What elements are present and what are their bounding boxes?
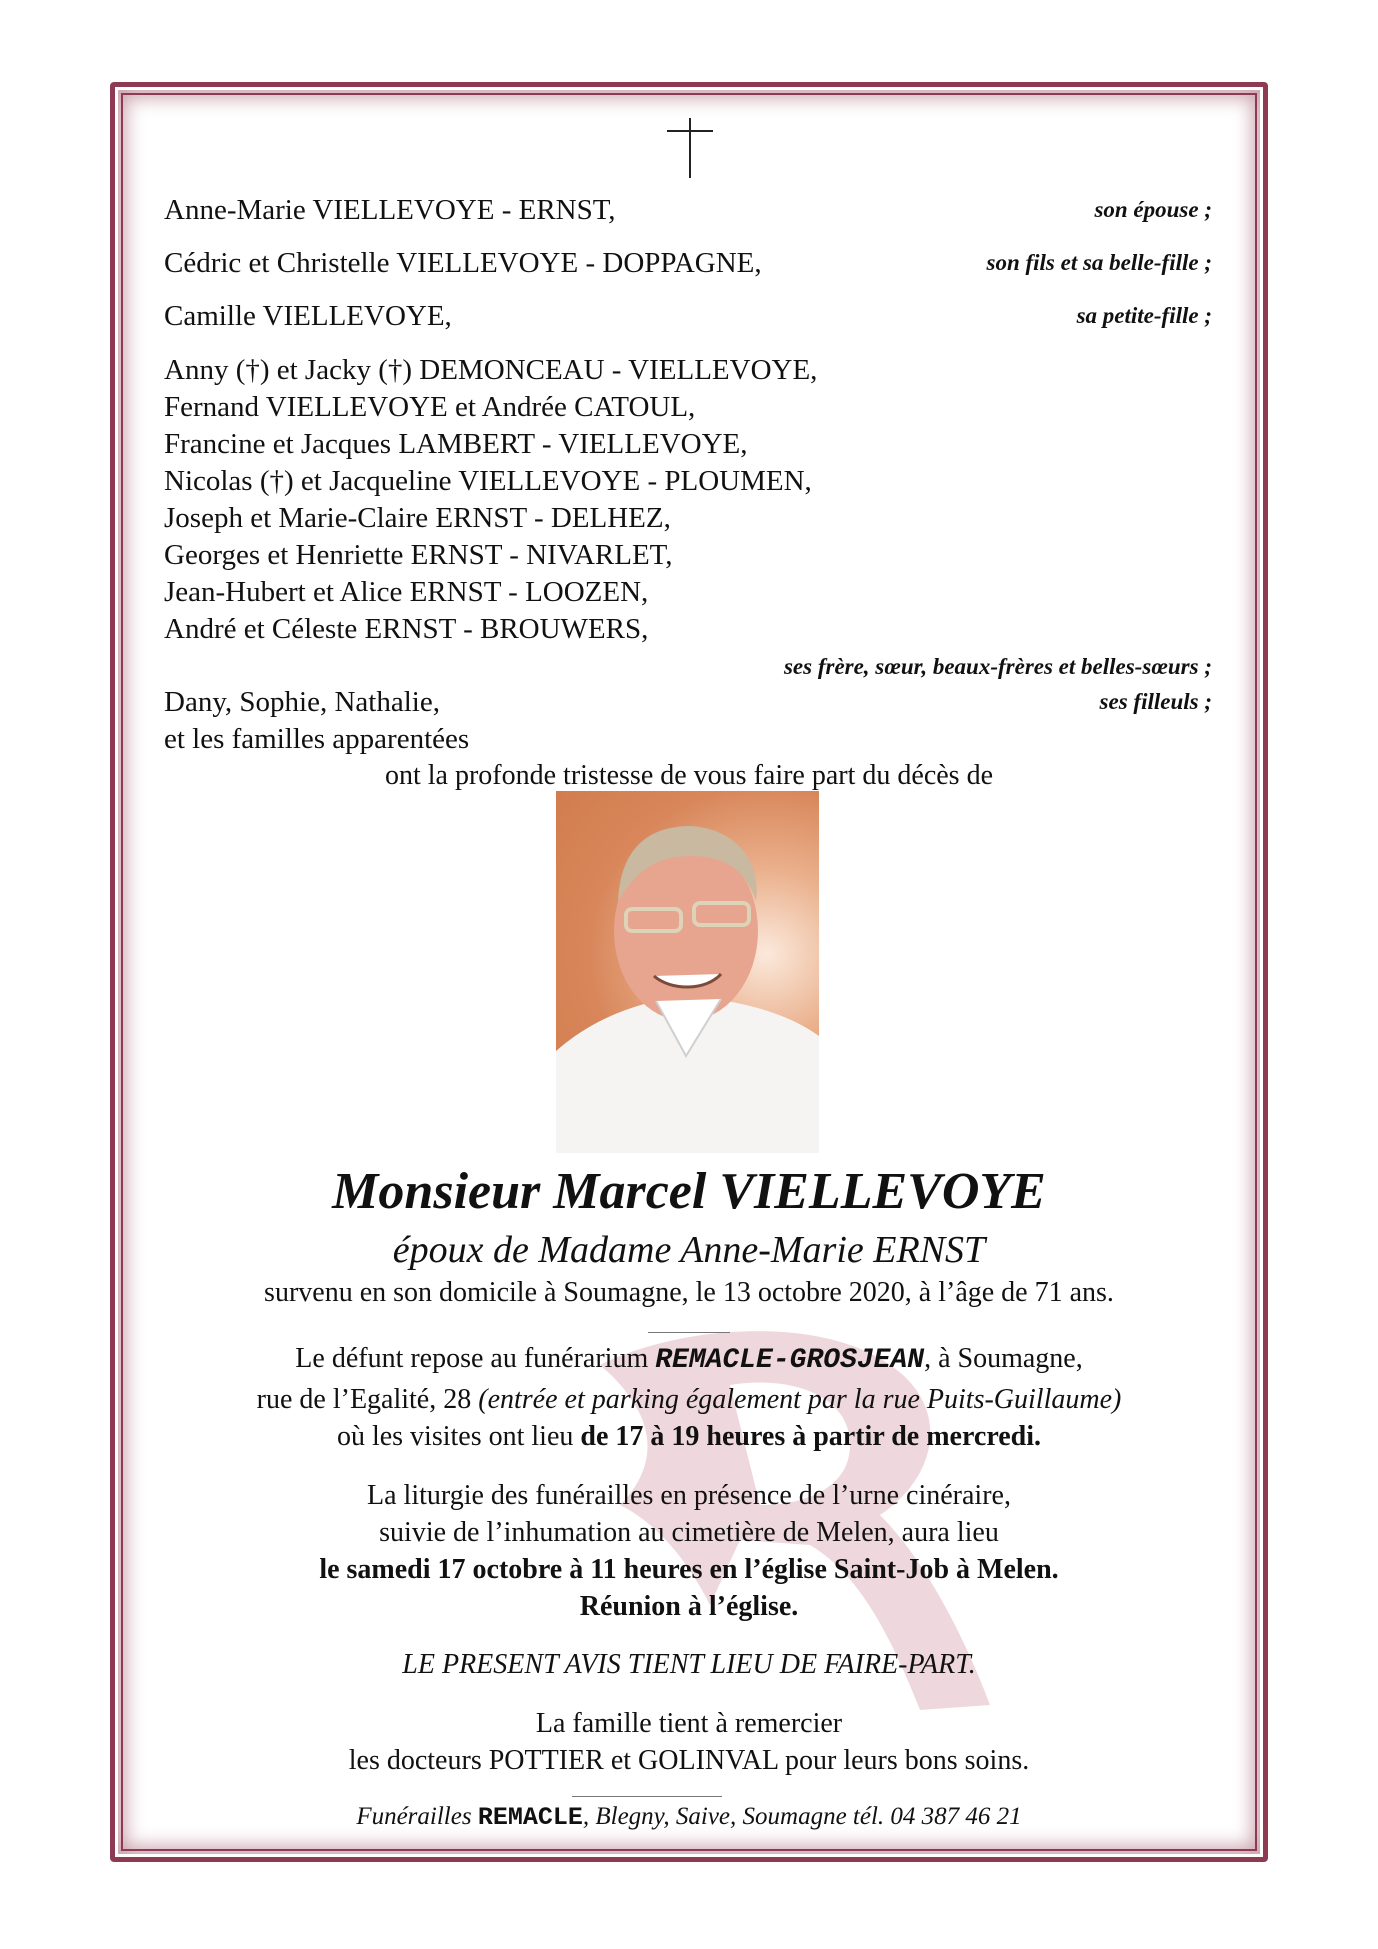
family-relation-son: son fils et sa belle-fille ; [986, 250, 1212, 275]
funeral-home-name: REMACLE-GROSJEAN [655, 1345, 925, 1376]
deceased-name: Monsieur Marcel VIELLEVOYE [332, 1163, 1046, 1220]
sibling-line: Anny (†) et Jacky (†) DEMONCEAU - VIELLEVOYE, [164, 354, 818, 386]
visitation-line-2 [0, 1382, 1378, 1418]
visitation-line-1 [0, 1341, 1378, 1379]
sibling-line: Jean-Hubert et Alice ERNST - LOOZEN, [164, 576, 649, 608]
sibling-line: Nicolas (†) et Jacqueline VIELLEVOYE - PLOUMEN, [164, 465, 812, 497]
godchildren-relation: ses filleuls ; [1099, 689, 1212, 714]
godchildren-names: Dany, Sophie, Nathalie, [164, 686, 440, 718]
ceremony-line-1: La liturgie des funérailles en présence de l’urne cinéraire, [367, 1480, 1011, 1511]
visitation-line-3 [0, 1419, 1378, 1455]
address: rue de l’Egalité, 28 [256, 1384, 479, 1415]
family-name-son: Cédric et Christelle VIELLEVOYE - DOPPAGNE, [164, 247, 762, 279]
sibling-line: André et Céleste ERNST - BROUWERS, [164, 613, 649, 645]
notice-line: LE PRESENT AVIS TIENT LIEU DE FAIRE-PART. [402, 1649, 976, 1680]
footer-prefix: Funérailles [356, 1803, 478, 1830]
parking-note: (entrée et parking également par la rue Puits-Guillaume) [478, 1384, 1122, 1415]
siblings-relation: ses frère, sœur, beaux-frères et belles-sœurs ; [783, 654, 1212, 679]
separator [648, 1332, 730, 1333]
footer-separator [572, 1796, 722, 1797]
cross-vertical [689, 118, 691, 178]
footer-brand: REMACLE [477, 1803, 583, 1832]
announcement-line: ont la profonde tristesse de vous faire part du décès de [384, 760, 993, 791]
ceremony-line-4: Réunion à l’église. [579, 1591, 799, 1622]
ceremony-line-2: suivie de l’inhumation au cimetière de Melen, aura lieu [379, 1517, 999, 1548]
cross-icon [667, 118, 713, 178]
deceased-spouse: époux de Madame Anne-Marie ERNST [392, 1229, 986, 1271]
family-relation-granddaughter: sa petite-fille ; [1076, 303, 1212, 328]
portrait-photo [556, 791, 819, 1153]
death-details: survenu en son domicile à Soumagne, le 13 octobre 2020, à l’âge de 71 ans. [264, 1277, 1114, 1308]
ceremony-line-3: le samedi 17 octobre à 11 heures en l’église Saint-Job à Melen. [319, 1554, 1059, 1585]
cross-horizontal [667, 130, 713, 132]
sibling-line: Francine et Jacques LAMBERT - VIELLEVOYE, [164, 428, 748, 460]
thanks-line-1: La famille tient à remercier [535, 1708, 843, 1739]
family-relation-spouse: son épouse ; [1094, 197, 1212, 222]
family-name-spouse: Anne-Marie VIELLEVOYE - ERNST, [164, 194, 616, 226]
families-line: et les familles apparentées [164, 723, 470, 755]
portrait-illustration [556, 791, 819, 1153]
family-name-granddaughter: Camille VIELLEVOYE, [164, 300, 452, 332]
visitation-suffix: , à Soumagne, [924, 1343, 1083, 1374]
visitation-prefix: Le défunt repose au funérarium [295, 1343, 656, 1374]
sibling-line: Fernand VIELLEVOYE et Andrée CATOUL, [164, 391, 696, 423]
sibling-line: Joseph et Marie-Claire ERNST - DELHEZ, [164, 502, 671, 534]
visits-prefix: où les visites ont lieu [336, 1421, 581, 1452]
visit-hours: de 17 à 19 heures à partir de mercredi. [580, 1421, 1042, 1452]
sibling-line: Georges et Henriette ERNST - NIVARLET, [164, 539, 673, 571]
footer-suffix: , Blegny, Saive, Soumagne tél. 04 387 46 21 [582, 1803, 1022, 1830]
footer-line [0, 1800, 1378, 1835]
thanks-line-2: les docteurs POTTIER et GOLINVAL pour leurs bons soins. [348, 1745, 1030, 1776]
